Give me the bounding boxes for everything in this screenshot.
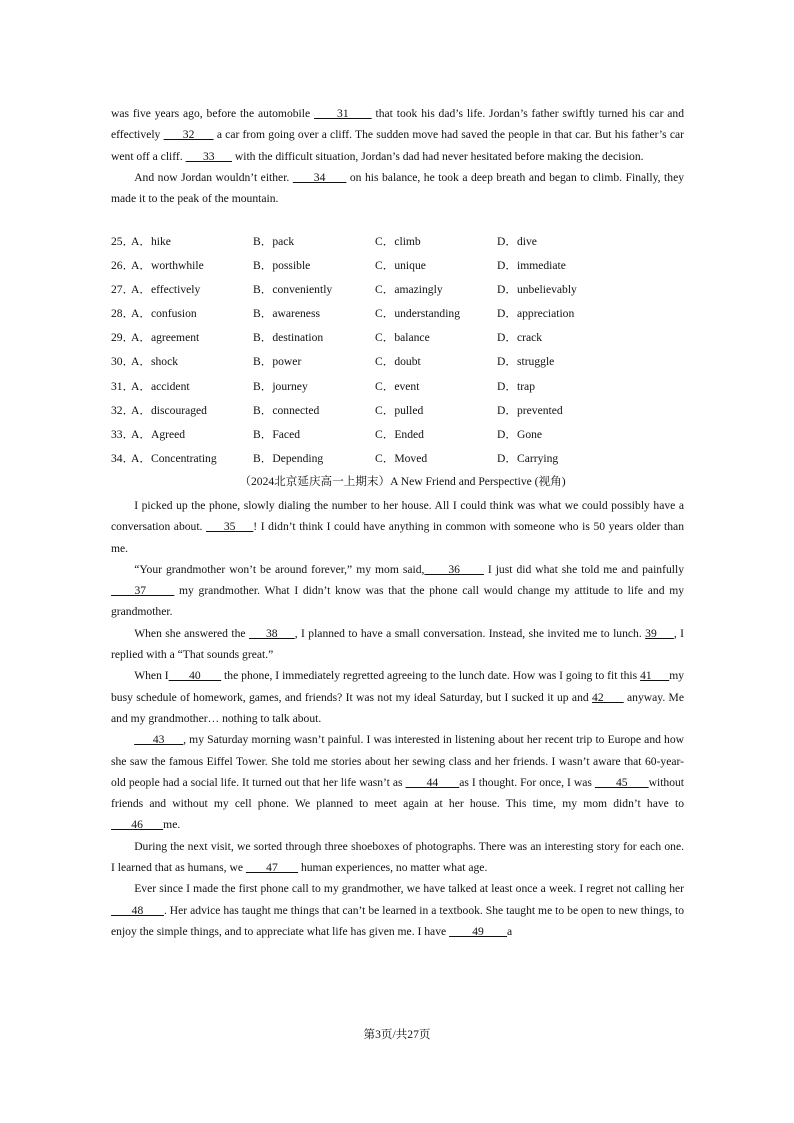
option-a: A．discouraged bbox=[131, 403, 207, 417]
text-run: without friends and without my cell phone. We planned to meet again at her house. This time, my mom didn’t have to bbox=[111, 775, 685, 811]
text-run: , I replied with a “That sounds great.” bbox=[111, 626, 684, 662]
passage-two-paragraph bbox=[111, 836, 684, 879]
text-run: was five years ago, before the automobile bbox=[111, 107, 314, 120]
section-two-header bbox=[111, 471, 684, 495]
answer-blank: 31 bbox=[313, 107, 372, 120]
option-d: D．crack bbox=[497, 331, 543, 345]
text-run: I just did what she told me and painfully bbox=[483, 562, 684, 576]
question-number: 30． bbox=[111, 355, 135, 369]
option-a: A．effectively bbox=[131, 283, 201, 297]
option-row bbox=[111, 447, 684, 471]
text-run: , my Saturday morning wasn’t painful. I was interested in listening about her recent trip to Europe and how she saw the famous Eiffel Tower. She told me stories about her sewing class and her friends. I wasn’t aware that 60-year-old people had a social life. It turned out that her life wasn’t as bbox=[111, 733, 684, 789]
options-list bbox=[111, 230, 684, 471]
question-number: 25． bbox=[111, 235, 135, 248]
option-row bbox=[111, 399, 684, 423]
option-d: D．trap bbox=[497, 379, 535, 393]
question-number: 34． bbox=[111, 451, 135, 465]
text-run: . Her advice has taught me things that can’t be learned in a textbook. She taught me to be open to new things, to enjoy the simple things, and to appreciate what life has given me. I have bbox=[111, 903, 684, 938]
text-run: ! I didn’t think I could have anything in common with someone who is 50 years older than me. bbox=[111, 520, 684, 555]
passage-one-paragraph-2 bbox=[111, 167, 684, 210]
text-run: “Your grandmother won’t be around forever,” my mom said, bbox=[134, 562, 425, 576]
page-footer: 第3页/共27页 bbox=[363, 1028, 431, 1041]
text-run: human experiences, no matter what age. bbox=[298, 861, 488, 875]
option-row bbox=[111, 230, 684, 254]
option-b: B．journey bbox=[253, 379, 308, 393]
option-c: C．event bbox=[375, 379, 420, 393]
answer-blank: 34 bbox=[292, 170, 347, 184]
option-c: C．doubt bbox=[375, 355, 421, 369]
text-run: a car from going over a cliff. The sudden move had saved the people in that car. But his father’s car went off a cliff. bbox=[111, 128, 684, 163]
question-number: 28． bbox=[111, 307, 135, 321]
text-run: with the difficult situation, Jordan’s dad had never hesitated before making the decision. bbox=[231, 149, 644, 163]
text-run: as I thought. For once, I was bbox=[459, 775, 595, 789]
text-run: that took his dad’s life. Jordan’s father swiftly turned his car and effectively bbox=[111, 107, 685, 142]
option-a: A．agreement bbox=[131, 331, 200, 345]
option-row bbox=[111, 278, 684, 302]
answer-blank: 46 bbox=[111, 818, 164, 832]
option-b: B．Faced bbox=[253, 427, 301, 441]
option-c: C．pulled bbox=[375, 403, 424, 417]
answer-blank: 36 bbox=[424, 562, 484, 576]
option-row bbox=[111, 326, 684, 350]
answer-blank: 35 bbox=[206, 520, 254, 534]
text-run: a bbox=[507, 924, 513, 938]
option-c: C．unique bbox=[375, 259, 426, 273]
answer-blank: 37 bbox=[111, 584, 175, 598]
option-a: A．Concentrating bbox=[131, 451, 217, 465]
answer-blank: 48 bbox=[111, 903, 164, 917]
option-a: A．Agreed bbox=[131, 427, 186, 441]
option-b: B．power bbox=[253, 355, 302, 369]
answer-blank: 40 bbox=[168, 669, 222, 683]
option-b: B．Depending bbox=[253, 451, 324, 465]
option-row bbox=[111, 302, 684, 326]
answer-blank: 32 bbox=[163, 128, 214, 142]
passage-two-paragraph bbox=[111, 559, 684, 623]
passage-two-paragraph bbox=[111, 729, 684, 835]
answer-blank: 42 bbox=[592, 690, 624, 704]
option-c: C．Ended bbox=[375, 427, 424, 441]
passage-two-paragraph bbox=[111, 878, 684, 942]
text-run: Ever since I made the first phone call to my grandmother, we have talked at least once a week. I regret not calling her bbox=[134, 882, 684, 896]
option-d: D．prevented bbox=[497, 403, 563, 417]
option-d: D．appreciation bbox=[497, 307, 575, 321]
option-c: C．amazingly bbox=[375, 283, 443, 297]
passage-one bbox=[111, 103, 684, 209]
text-run: , I planned to have a small conversation. Instead, she invited me to lunch. bbox=[294, 626, 646, 640]
option-b: B．awareness bbox=[253, 307, 320, 321]
option-row bbox=[111, 423, 684, 447]
text-run: my grandmother. What I didn’t know was that the phone call would change my attitude to life and my grandmother. bbox=[111, 584, 685, 619]
option-a: A．hike bbox=[131, 235, 171, 248]
answer-blank: 49 bbox=[449, 924, 508, 938]
passage-two-paragraph bbox=[111, 495, 684, 559]
answer-blank: 33 bbox=[185, 149, 232, 163]
passage-two-paragraph bbox=[111, 623, 684, 666]
answer-blank: 44 bbox=[405, 775, 460, 789]
text-run: During the next visit, we sorted through three shoeboxes of photographs. There was an interesting story for each one. I learned that as humans, we bbox=[111, 839, 684, 875]
option-b: B．connected bbox=[253, 403, 320, 417]
passage-one-paragraph-1 bbox=[111, 103, 684, 167]
answer-blank: 45 bbox=[594, 775, 649, 789]
text-run: the phone, I immediately regretted agreeing to the lunch date. How was I going to fit this bbox=[221, 669, 641, 683]
answer-blank: 38 bbox=[248, 626, 295, 640]
option-a: A．accident bbox=[131, 379, 190, 393]
text-run: When she answered the bbox=[134, 626, 249, 640]
section-title: （2024北京延庆高一上期末）A New Friend and Perspective (视角) bbox=[239, 475, 566, 488]
option-d: D．Carrying bbox=[497, 451, 559, 465]
passage-two-paragraph bbox=[111, 665, 684, 729]
option-b: B．destination bbox=[253, 331, 324, 345]
option-a: A．worthwhile bbox=[131, 259, 204, 273]
option-d: D．immediate bbox=[497, 259, 566, 273]
option-b: B．possible bbox=[253, 259, 311, 273]
option-a: A．confusion bbox=[131, 307, 197, 321]
text-run: my busy schedule of homework, games, and friends? It was not my ideal Saturday, but I sucked it up and bbox=[111, 669, 685, 704]
text-run: me. bbox=[163, 818, 181, 832]
answer-blank: 43 bbox=[134, 733, 184, 747]
question-number: 27． bbox=[111, 283, 135, 297]
option-c: C．balance bbox=[375, 331, 430, 345]
text-run: I picked up the phone, slowly dialing the number to her house. All I could think was what we could possibly have a conversation about. bbox=[111, 499, 684, 534]
option-b: B．conveniently bbox=[253, 283, 333, 297]
option-row bbox=[111, 350, 684, 374]
option-d: D．struggle bbox=[497, 355, 555, 369]
answer-blank: 47 bbox=[245, 861, 299, 875]
text-run: When I bbox=[134, 669, 169, 683]
option-d: D．unbelievably bbox=[497, 283, 577, 297]
answer-blank: 41 bbox=[640, 669, 670, 683]
question-number: 32． bbox=[111, 403, 135, 417]
question-number: 29． bbox=[111, 331, 135, 345]
option-a: A．shock bbox=[131, 355, 179, 369]
question-number: 33． bbox=[111, 427, 135, 441]
option-c: C．climb bbox=[375, 235, 421, 248]
option-b: B．pack bbox=[253, 235, 295, 248]
question-number: 26． bbox=[111, 259, 135, 273]
option-c: C．Moved bbox=[375, 451, 428, 465]
text-run: on his balance, he took a deep breath and began to climb. Finally, they made it to the peak of the mountain. bbox=[111, 170, 685, 206]
answer-blank: 39 bbox=[645, 626, 674, 640]
option-d: D．dive bbox=[497, 235, 537, 248]
option-row bbox=[111, 375, 684, 399]
question-number: 31． bbox=[111, 379, 135, 393]
text-run: And now Jordan wouldn’t either. bbox=[134, 170, 293, 184]
option-c: C．understanding bbox=[375, 307, 461, 321]
answer-options bbox=[111, 230, 684, 471]
passage-two bbox=[111, 495, 684, 942]
option-row bbox=[111, 254, 684, 278]
option-d: D．Gone bbox=[497, 427, 543, 441]
text-run: anyway. Me and my grandmother… nothing to talk about. bbox=[111, 690, 685, 725]
